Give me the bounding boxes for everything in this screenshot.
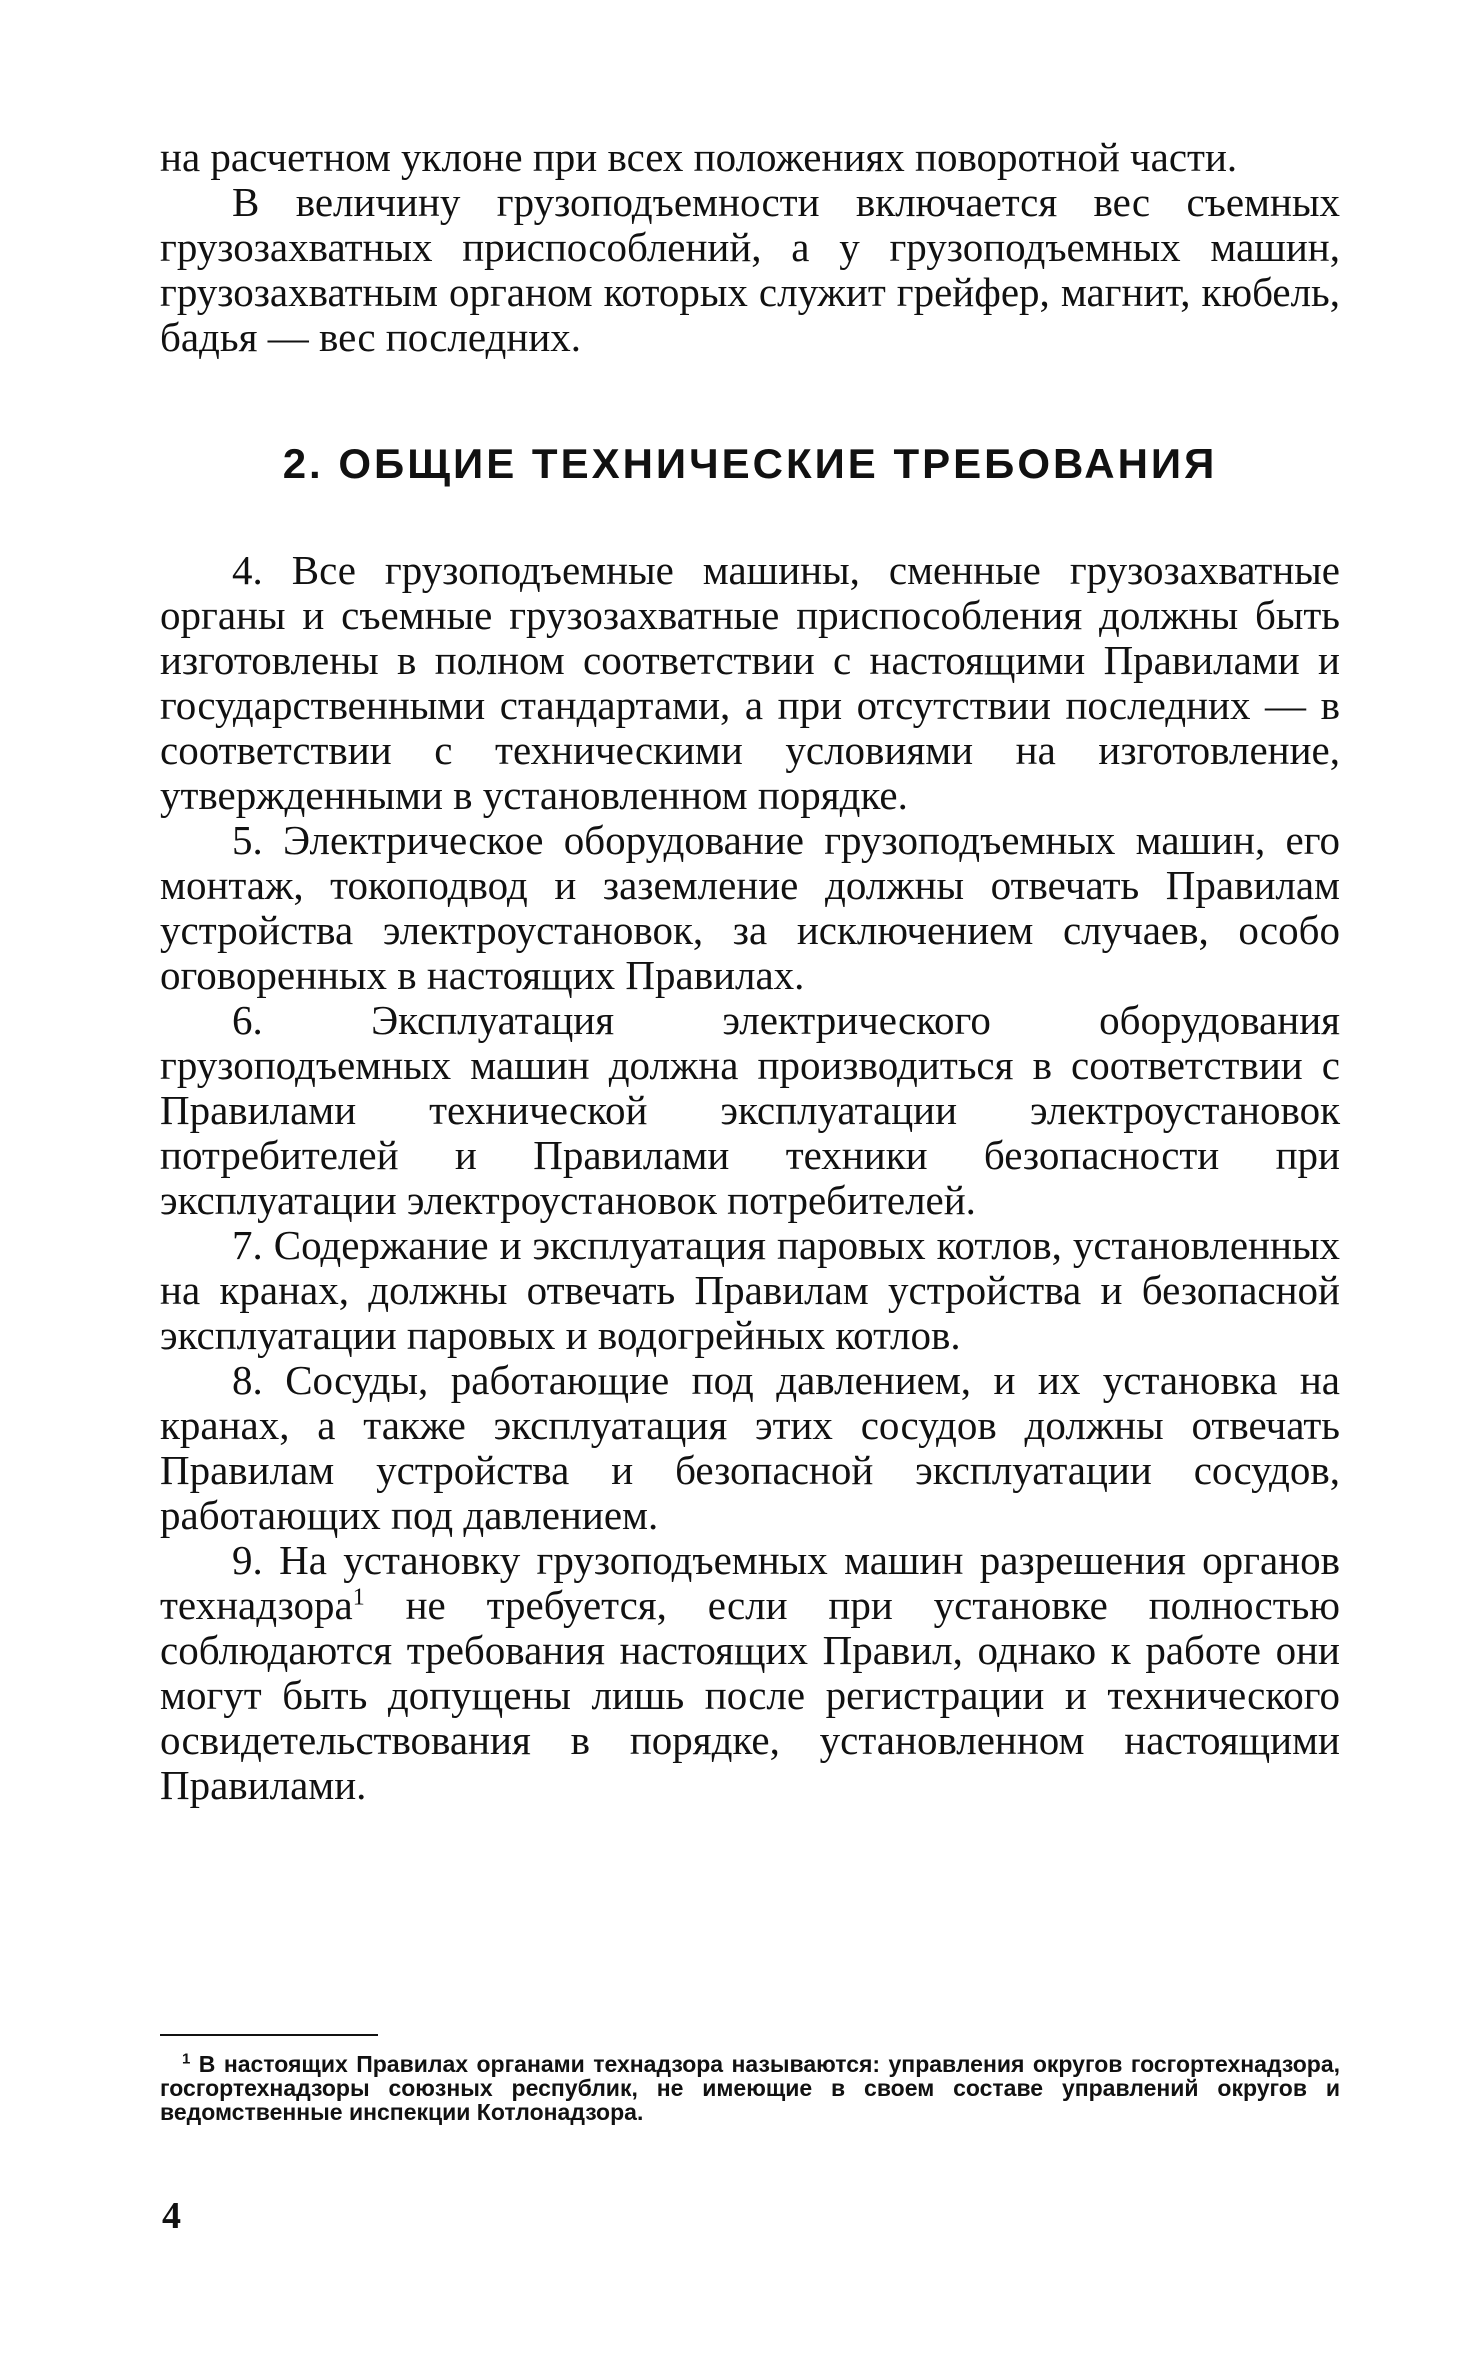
item-paragraph-7: 7. Содержание и эксплуатация паровых котлов, установленных на кранах, должны отвечать Правилам устройства и безопасной эксплуатации паровых и водогрейных котлов.	[160, 1222, 1340, 1358]
footnote-divider	[160, 2034, 378, 2036]
item9-text-before: 9. На установку грузоподъемных машин разрешения органов технадзора	[160, 1537, 1340, 1628]
intro-paragraph: В величину грузоподъемности включается вес съемных грузозахватных приспособлений, а у грузоподъемных машин, грузозахватным органом которых служит грейфер, магнит, кюбель, бадья — вес последних.	[160, 179, 1340, 360]
footnote-text: В настоящих Правилах органами технадзора называются: управления округов госгортехнадзора, госгортехнадзоры союзных республик, не имеющие в своем составе управлений округов и ведомственные инспекции Котлонадзора.	[160, 2051, 1340, 2125]
item9-text-after: не требуется, если при установке полностью соблюдаются требования настоящих Правил, однако к работе они могут быть допущены лишь после регистрации и технического освидетельствования в порядке, установленном настоящими Правилами.	[160, 1582, 1340, 1808]
item-paragraph-9	[160, 1538, 1340, 1808]
item-paragraph-4: 4. Все грузоподъемные машины, сменные грузозахватные органы и съемные грузозахватные приспособления должны быть изготовлены в полном соответствии с настоящими Правилами и государственными стандартами, а при отсутствии последних — в соответствии с техническими условиями на изготовление, утвержденными в установленном порядке.	[160, 547, 1340, 818]
footnote-marker: 1	[182, 2050, 191, 2068]
page-number: 4	[162, 2195, 181, 2237]
footnote	[160, 2052, 1340, 2124]
item-paragraph-8: 8. Сосуды, работающие под давлением, и их установка на кранах, а также эксплуатация этих сосудов должны отвечать Правилам устройства и безопасной эксплуатации сосудов, работающих под давлением.	[160, 1357, 1340, 1538]
item-paragraph-5: 5. Электрическое оборудование грузоподъемных машин, его монтаж, токоподвод и заземление должны отвечать Правилам устройства электроустановок, за исключением случаев, особо оговоренных в настоящих Правилах.	[160, 817, 1340, 998]
page-body	[160, 135, 1340, 1808]
footnote-reference: 1	[352, 1584, 365, 1611]
section-heading: 2. ОБЩИЕ ТЕХНИЧЕСКИЕ ТРЕБОВАНИЯ	[282, 440, 1218, 487]
intro-paragraph: на расчетном уклоне при всех положениях поворотной части.	[160, 134, 1238, 180]
item-paragraph-6: 6. Эксплуатация электрического оборудования грузоподъемных машин должна производиться в соответствии с Правилами технической эксплуатации электроустановок потребителей и Правилами техники безопасности при эксплуатации электроустановок потребителей.	[160, 997, 1340, 1223]
